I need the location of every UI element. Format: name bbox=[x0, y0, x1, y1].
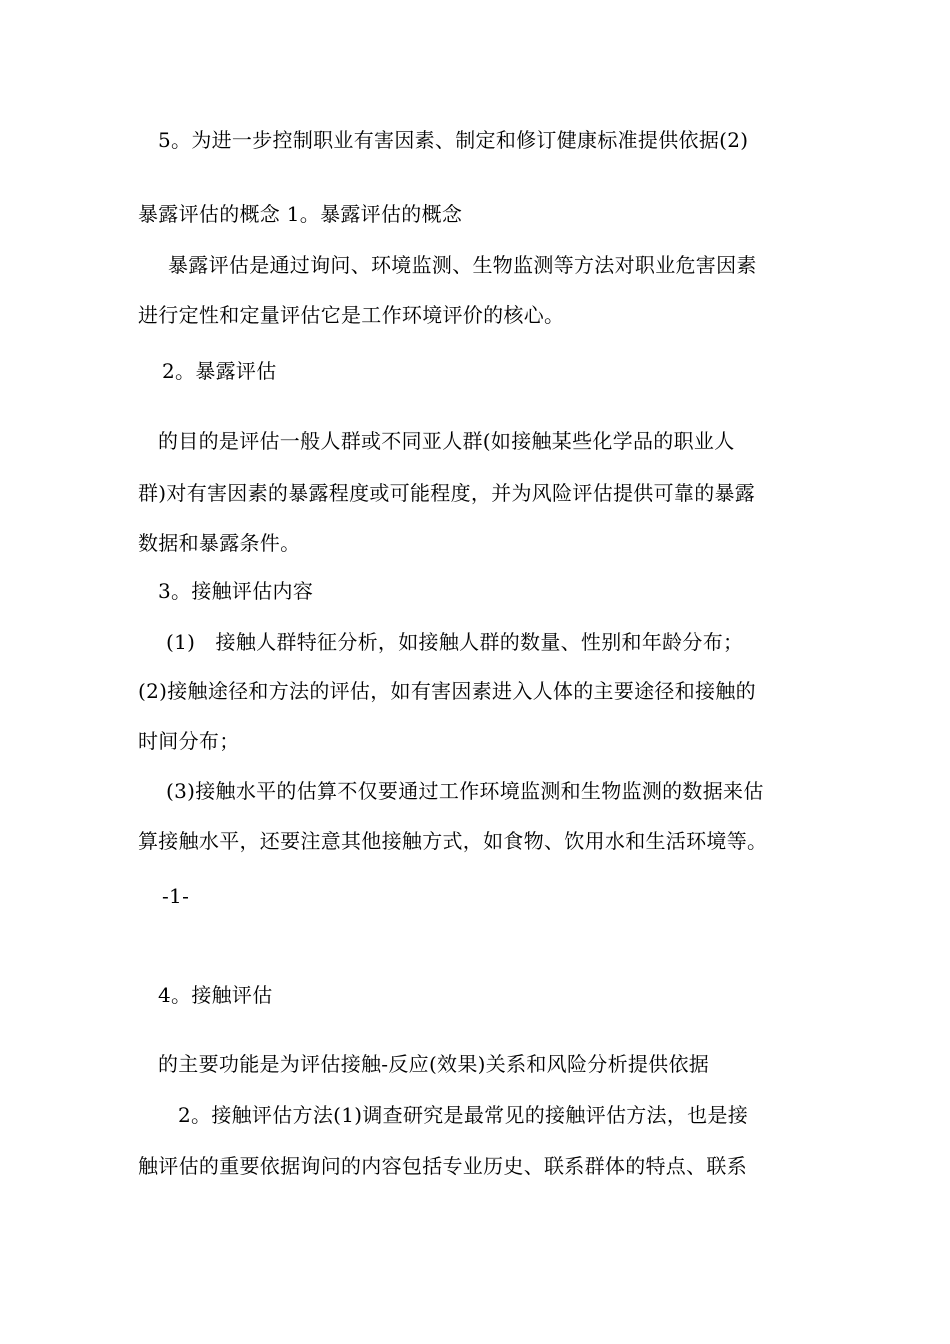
paragraph-line: 进行定性和定量评估它是工作环境评价的核心。 bbox=[138, 303, 565, 327]
section-heading: 3。接触评估内容 bbox=[158, 579, 314, 603]
list-item: (3)接触水平的估算不仅要通过工作环境监测和生物监测的数据来估 bbox=[166, 779, 764, 803]
paragraph-line: 群)对有害因素的暴露程度或可能程度，并为风险评估提供可靠的暴露 bbox=[138, 481, 756, 505]
paragraph-line: 数据和暴露条件。 bbox=[138, 531, 301, 555]
paragraph-line: 算接触水平，还要注意其他接触方式，如食物、饮用水和生活环境等。 bbox=[138, 829, 768, 853]
list-item: (1) 接触人群特征分析，如接触人群的数量、性别和年龄分布； bbox=[166, 630, 744, 654]
section-heading: 暴露评估的概念 1。暴露评估的概念 bbox=[138, 202, 463, 226]
list-item: (2)接触途径和方法的评估，如有害因素进入人体的主要途径和接触的 bbox=[138, 679, 756, 703]
paragraph-line: 的主要功能是为评估接触-反应(效果)关系和风险分析提供依据 bbox=[158, 1052, 710, 1076]
paragraph-line: 触评估的重要依据询问的内容包括专业历史、联系群体的特点、联系 bbox=[138, 1154, 747, 1178]
page-number: -1- bbox=[162, 884, 190, 908]
paragraph-line: 暴露评估是通过询问、环境监测、生物监测等方法对职业危害因素 bbox=[168, 253, 757, 277]
paragraph-line: 2。接触评估方法(1)调查研究是最常见的接触评估方法，也是接 bbox=[178, 1103, 749, 1127]
paragraph-line: 的目的是评估一般人群或不同亚人群(如接触某些化学品的职业人 bbox=[158, 429, 735, 453]
paragraph-line: 时间分布； bbox=[138, 729, 240, 753]
paragraph-line: 5。为进一步控制职业有害因素、制定和修订健康标准提供依据(2) bbox=[158, 128, 749, 152]
section-heading: 4。接触评估 bbox=[158, 983, 273, 1007]
section-heading: 2。暴露评估 bbox=[162, 359, 277, 383]
